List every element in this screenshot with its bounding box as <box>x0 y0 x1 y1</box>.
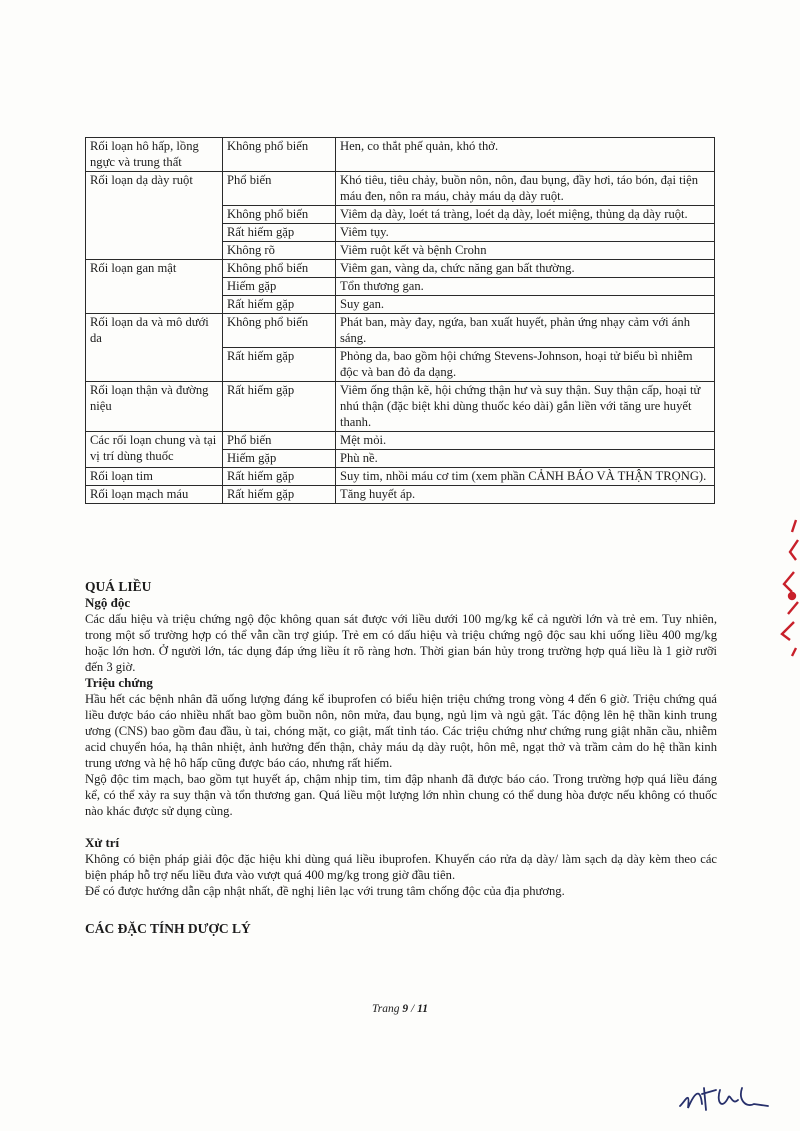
frequency-cell: Rất hiếm gặp <box>223 486 336 504</box>
page-footer <box>0 1003 800 1015</box>
effect-cell: Phỏng da, bao gồm hội chứng Stevens-Johnson, hoại tử biểu bì nhiễm độc và ban đỏ đa dạng. <box>336 348 715 382</box>
adverse-effects-table <box>85 137 715 504</box>
management-subheading: Xử trí <box>85 835 120 850</box>
footer-page-separator: / <box>408 1003 418 1015</box>
organ-class-cell: Rối loạn gan mật <box>86 260 223 314</box>
organ-class-cell: Rối loạn tim <box>86 468 223 486</box>
frequency-cell: Phổ biến <box>223 432 336 450</box>
effect-cell: Viêm ruột kết và bệnh Crohn <box>336 242 715 260</box>
organ-class-cell: Các rối loạn chung và tại vị trí dùng thuốc <box>86 432 223 468</box>
frequency-cell: Rất hiếm gặp <box>223 224 336 242</box>
footer-page-total: 11 <box>417 1003 428 1015</box>
effect-cell: Viêm ống thận kẽ, hội chứng thận hư và suy thận. Suy thận cấp, hoại tử nhú thận (đặc biệt khi dùng thuốc kéo dài) gắn liền với tăng ure huyết thanh. <box>336 382 715 432</box>
management-paragraph-2: Để có được hướng dẫn cập nhật nhất, đề nghị liên lạc với trung tâm chống độc của địa phương. <box>85 884 565 898</box>
effect-cell: Tổn thương gan. <box>336 278 715 296</box>
symptoms-subheading: Triệu chứng <box>85 675 153 690</box>
frequency-cell: Phổ biến <box>223 172 336 206</box>
frequency-cell: Không phổ biến <box>223 138 336 172</box>
poisoning-paragraph: Các dấu hiệu và triệu chứng ngộ độc không quan sát được với liều dưới 100 mg/kg kể cả người lớn và trẻ em. Tuy nhiên, trong một số trường hợp có thể vẫn cần trợ giúp. Trẻ em có dấu hiệu và triệu chứng ngộ độc sau khi uống liều 400 mg/kg hoặc lớn hơn. Ở người lớn, tác dụng đáp ứng liều ít rõ ràng hơn. Thời gian bán hủy trong trường hợp quá liều là 1 giờ rưỡi đến 3 giờ. <box>85 612 717 674</box>
effect-cell: Phát ban, mày đay, ngứa, ban xuất huyết, phản ứng nhạy cảm với ánh sáng. <box>336 314 715 348</box>
symptoms-paragraph-1: Hầu hết các bệnh nhân đã uống lượng đáng kể ibuprofen có biểu hiện triệu chứng trong vòng 4 đến 6 giờ. Triệu chứng quá liều được báo cáo nhiều nhất bao gồm buồn nôn, nôn mửa, đau bụng, ngủ lịm và ngủ gật. Tác động lên hệ thần kinh trung ương (CNS) bao gồm đau đầu, ù tai, chóng mặt, co giật, mất tỉnh táo. Các triệu chứng như chứng rung giật nhãn cầu, nhiễm acid chuyển hóa, hạ thân nhiệt, ảnh hưởng đến thận, chảy máu dạ dày ruột, hôn mê, ngạt thở và trầm cảm do hệ thần kinh trung ương và hệ hô hấp cũng được báo cáo, nhưng rất hiếm. <box>85 692 717 770</box>
frequency-cell: Rất hiếm gặp <box>223 382 336 432</box>
frequency-cell: Không phổ biến <box>223 260 336 278</box>
effect-cell: Mệt mỏi. <box>336 432 715 450</box>
effect-cell: Hen, co thắt phế quản, khó thở. <box>336 138 715 172</box>
frequency-cell: Hiếm gặp <box>223 278 336 296</box>
table-row <box>86 260 715 278</box>
frequency-cell: Rất hiếm gặp <box>223 468 336 486</box>
frequency-cell: Không phổ biến <box>223 314 336 348</box>
handwritten-signature <box>676 1080 776 1120</box>
adverse-effects-table-body <box>86 138 715 504</box>
table-row <box>86 314 715 348</box>
organ-class-cell: Rối loạn mạch máu <box>86 486 223 504</box>
frequency-cell: Rất hiếm gặp <box>223 348 336 382</box>
organ-class-cell: Rối loạn thận và đường niệu <box>86 382 223 432</box>
effect-cell: Viêm dạ dày, loét tá tràng, loét dạ dày, loét miệng, thủng dạ dày ruột. <box>336 206 715 224</box>
footer-page-prefix: Trang <box>372 1003 400 1015</box>
table-row <box>86 486 715 504</box>
management-paragraph-1: Không có biện pháp giải độc đặc hiệu khi dùng quá liều ibuprofen. Khuyến cáo rửa dạ dày/ làm sạch dạ dày kèm theo các biện pháp hỗ trợ nếu liều đưa vào vượt quá 400 mg/kg trong giờ đầu tiên. <box>85 852 717 882</box>
effect-cell: Khó tiêu, tiêu chảy, buồn nôn, nôn, đau bụng, đầy hơi, táo bón, đại tiện máu đen, nôn ra máu, chảy máu dạ dày ruột. <box>336 172 715 206</box>
effect-cell: Viêm tụy. <box>336 224 715 242</box>
table-row <box>86 382 715 432</box>
organ-class-cell: Rối loạn hô hấp, lồng ngực và trung thất <box>86 138 223 172</box>
overdose-section <box>85 578 717 937</box>
frequency-cell: Rất hiếm gặp <box>223 296 336 314</box>
table-row <box>86 172 715 206</box>
organ-class-cell: Rối loạn da và mô dưới da <box>86 314 223 382</box>
footer-page-number: 9 <box>402 1003 409 1015</box>
pharmacology-heading: CÁC ĐẶC TÍNH DƯỢC LÝ <box>85 921 251 936</box>
effect-cell: Suy gan. <box>336 296 715 314</box>
effect-cell: Viêm gan, vàng da, chức năng gan bất thường. <box>336 260 715 278</box>
frequency-cell: Không rõ <box>223 242 336 260</box>
organ-class-cell: Rối loạn dạ dày ruột <box>86 172 223 260</box>
symptoms-paragraph-2: Ngộ độc tim mạch, bao gồm tụt huyết áp, chậm nhịp tim, tim đập nhanh đã được báo cáo. Trong trường hợp quá liều đáng kể, có thể xảy ra suy thận và tổn thương gan. Quá liều một lượng lớn nhìn chung có thể dung hòa được nếu không có thuốc nào khác được sử dụng cùng. <box>85 772 717 818</box>
overdose-heading: QUÁ LIỀU <box>85 579 152 594</box>
frequency-cell: Hiếm gặp <box>223 450 336 468</box>
table-row <box>86 468 715 486</box>
poisoning-subheading: Ngộ độc <box>85 595 131 610</box>
stamp-mark <box>772 510 800 660</box>
frequency-cell: Không phổ biến <box>223 206 336 224</box>
effect-cell: Suy tim, nhồi máu cơ tim (xem phần CẢNH BÁO VÀ THẬN TRỌNG). <box>336 468 715 486</box>
effect-cell: Phù nề. <box>336 450 715 468</box>
table-row <box>86 432 715 450</box>
table-row <box>86 138 715 172</box>
effect-cell: Tăng huyết áp. <box>336 486 715 504</box>
